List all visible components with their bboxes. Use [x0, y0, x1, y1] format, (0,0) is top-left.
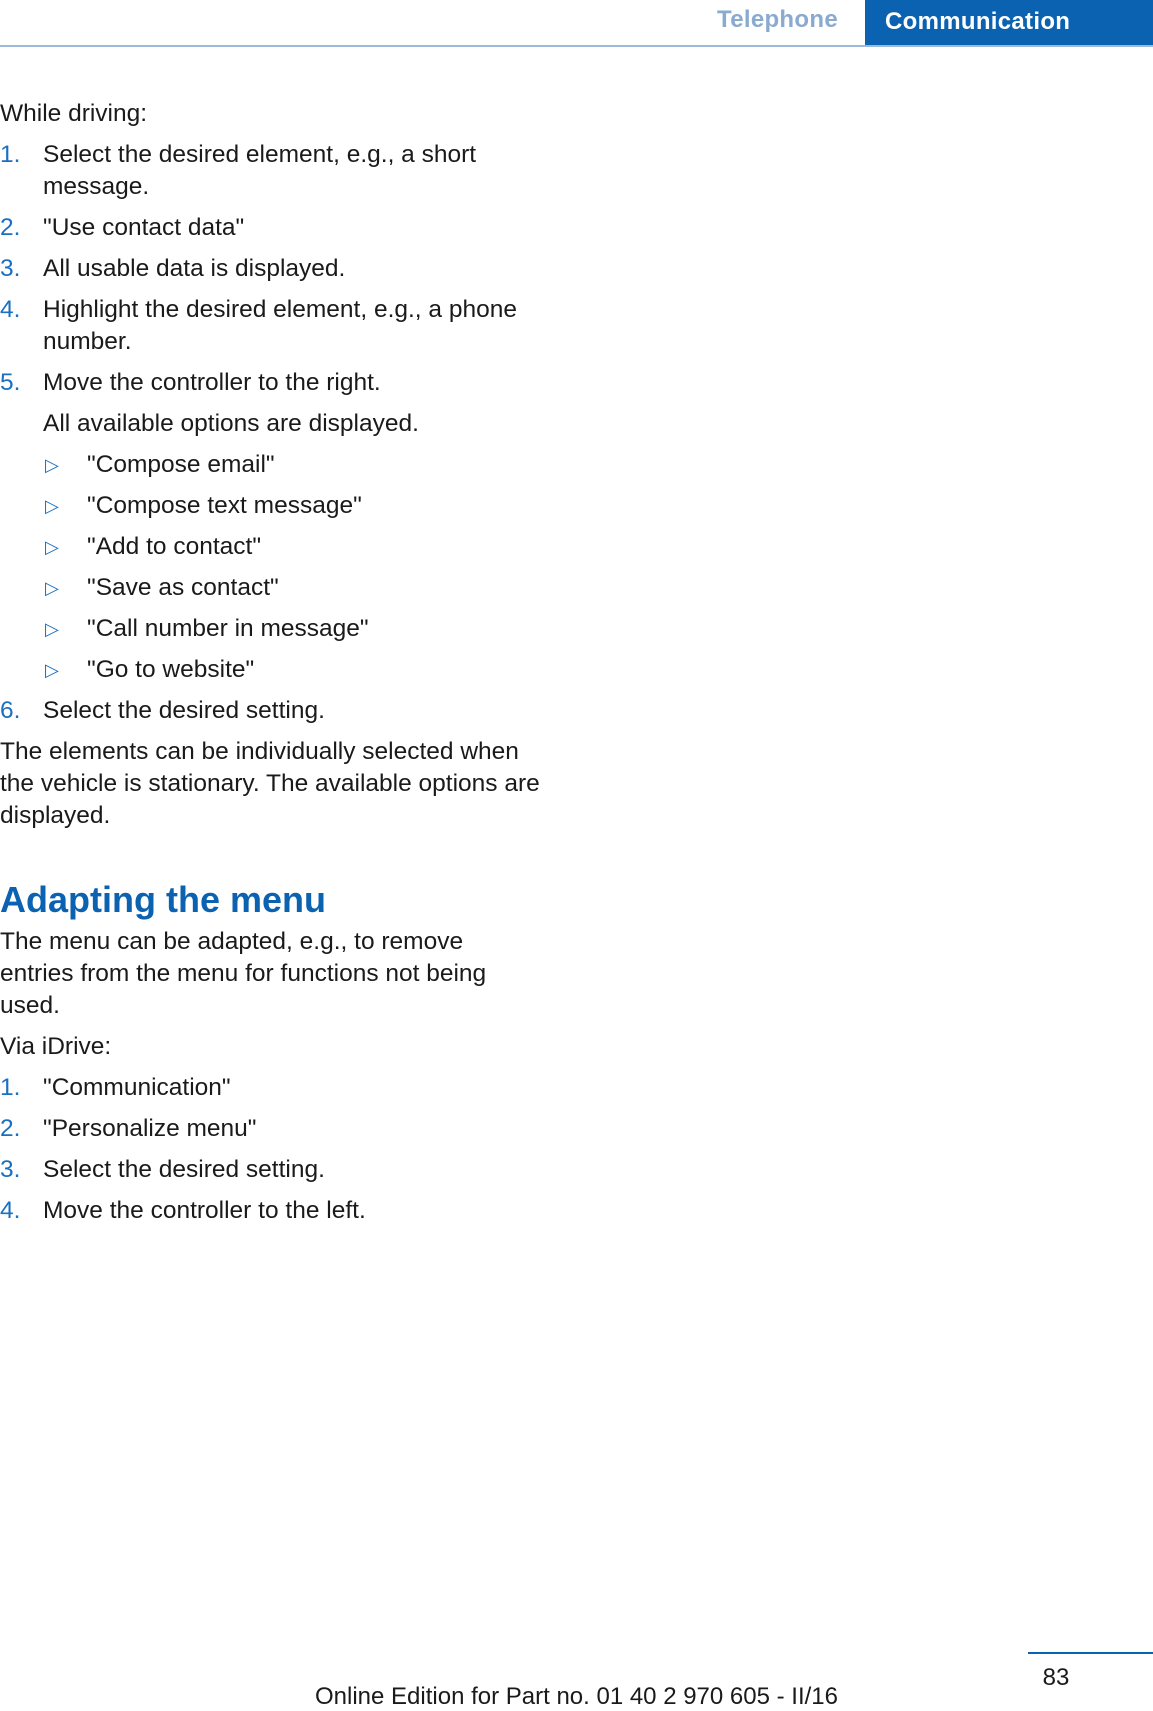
page-number: 83: [1042, 1664, 1070, 1691]
step-number: 4.: [0, 1197, 21, 1224]
option-text: "Save as contact": [87, 574, 279, 601]
list-item: [0, 294, 540, 358]
triangle-bullet-icon: ▷: [45, 619, 59, 639]
step-text: "Communication": [43, 1074, 231, 1101]
list-item: [0, 1072, 540, 1104]
step-result-text: All available options are displayed.: [43, 410, 419, 437]
main-content: [0, 98, 540, 1236]
triangle-bullet-icon: ▷: [45, 496, 59, 516]
step-text: "Personalize menu": [43, 1115, 257, 1142]
list-item: [43, 613, 540, 645]
option-text: "Compose text message": [87, 492, 362, 519]
list-item: [0, 139, 540, 203]
list-item: [43, 449, 540, 481]
options-list: [43, 449, 540, 686]
triangle-bullet-icon: ▷: [45, 660, 59, 680]
list-item: [43, 531, 540, 563]
menu-steps-list: [0, 1072, 540, 1227]
step-number: 3.: [0, 1156, 21, 1183]
step-number: 5.: [0, 369, 21, 396]
list-item: [43, 490, 540, 522]
list-item: [0, 253, 540, 285]
via-idrive-label: Via iDrive:: [0, 1033, 112, 1060]
option-text: "Compose email": [87, 451, 275, 478]
edition-note: Online Edition for Part no. 01 40 2 970 605 - II/16: [314, 1683, 838, 1710]
list-item: [43, 654, 540, 686]
list-item: [43, 572, 540, 604]
step-text: "Use contact data": [43, 214, 245, 241]
step-number: 1.: [0, 1074, 21, 1101]
footer-divider: [1028, 1652, 1153, 1654]
triangle-bullet-icon: ▷: [45, 455, 59, 475]
step-text: Select the desired element, e.g., a short message.: [43, 141, 477, 200]
option-text: "Go to website": [87, 656, 255, 683]
list-item: [0, 1154, 540, 1186]
step-number: 6.: [0, 697, 21, 724]
step-number: 3.: [0, 255, 21, 282]
step-text: Select the desired setting.: [43, 1156, 325, 1183]
list-item: [0, 1113, 540, 1145]
step-text: Move the controller to the right.: [43, 369, 381, 396]
step-text: Select the desired setting.: [43, 697, 325, 724]
list-item: [0, 695, 540, 727]
step-text: All usable data is displayed.: [43, 255, 346, 282]
section-paragraph: The menu can be adapted, e.g., to remove entries from the menu for functions not being used.: [0, 928, 487, 1019]
list-item: [0, 212, 540, 244]
triangle-bullet-icon: ▷: [45, 537, 59, 557]
driving-steps-list: [0, 139, 540, 727]
step-number: 1.: [0, 141, 21, 168]
intro-text: While driving:: [0, 100, 148, 127]
section-heading: Adapting the menu: [0, 879, 326, 920]
stationary-note: The elements can be individually selected when the vehicle is stationary. The available options are displayed.: [0, 738, 540, 829]
list-item: [0, 1195, 540, 1227]
option-text: "Add to contact": [87, 533, 262, 560]
option-text: "Call number in message": [87, 615, 369, 642]
header-divider: [0, 45, 1153, 47]
step-number: 2.: [0, 1115, 21, 1142]
list-item: [0, 367, 540, 686]
header-tab-communication[interactable]: Communication: [865, 0, 1153, 47]
triangle-bullet-icon: ▷: [45, 578, 59, 598]
step-number: 4.: [0, 296, 21, 323]
step-number: 2.: [0, 214, 21, 241]
step-text: Highlight the desired element, e.g., a phone number.: [43, 296, 517, 355]
step-text: Move the controller to the left.: [43, 1197, 366, 1224]
page-header: [0, 0, 1153, 47]
header-tab-telephone[interactable]: Telephone: [717, 6, 838, 33]
